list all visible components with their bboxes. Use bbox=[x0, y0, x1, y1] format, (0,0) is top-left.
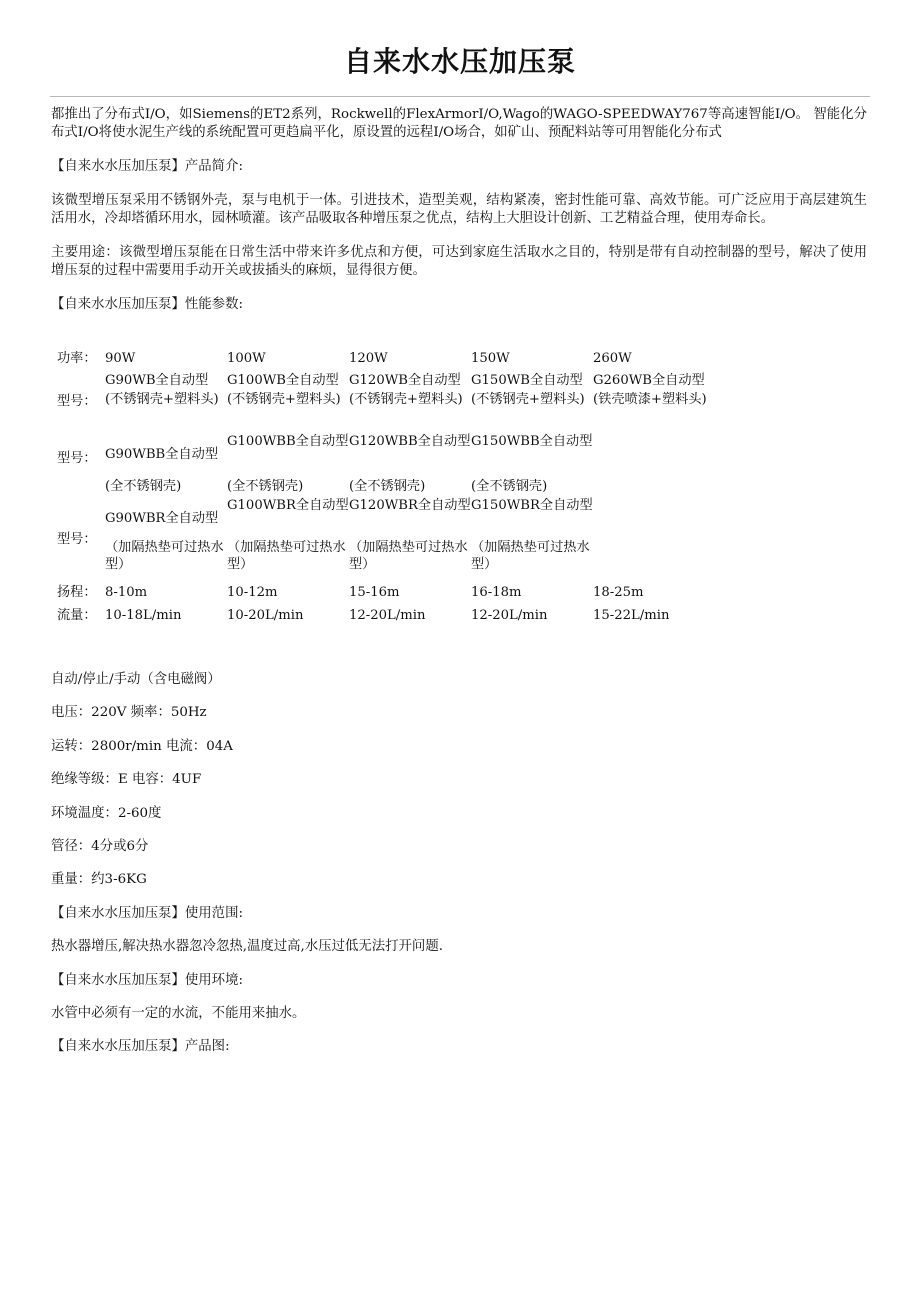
intro-section bbox=[51, 106, 867, 314]
environment-heading: 【自来水水压加压泵】使用环境: bbox=[51, 972, 243, 988]
model-cell: G100WBB全自动型 bbox=[227, 434, 349, 449]
model-note-cell: (不锈钢壳+塑料头) bbox=[471, 392, 585, 407]
power-row bbox=[51, 348, 715, 369]
wb-model-row bbox=[51, 369, 715, 391]
speed-line: 运转：2800r/min 电流：04A bbox=[51, 738, 233, 754]
wb-note-row bbox=[51, 391, 715, 433]
model-note-cell: （加隔热垫可过热水型） bbox=[471, 540, 590, 572]
model-cell: G150WBR全自动型 bbox=[471, 498, 593, 513]
model-label: 型号： bbox=[57, 451, 97, 466]
flow-cell: 10-18L/min bbox=[105, 608, 182, 623]
model-note-cell: （加隔热垫可过热水型） bbox=[105, 540, 224, 572]
head-cell: 8-10m bbox=[105, 585, 148, 600]
model-note-cell: (铁壳喷漆+塑料头) bbox=[593, 392, 707, 407]
model-cell: G260WB全自动型 bbox=[593, 372, 705, 388]
power-cell: 150W bbox=[471, 351, 510, 366]
model-note-cell: (不锈钢壳+塑料头) bbox=[349, 392, 463, 407]
details-section bbox=[51, 671, 867, 1072]
summary-paragraph: 该微型增压泵采用不锈钢外壳，泵与电机于一体。引进技术，造型美观，结构紧凑，密封性能可靠、高效节能。可广泛应用于高层建筑生活用水，冷却塔循环用水，园林喷灌。该产品吸取各种增压泵之优点，结构上大胆设计创新、工艺精益合理，使用寿命长。 bbox=[51, 193, 867, 226]
model-cell: G90WBB全自动型 bbox=[105, 446, 219, 462]
power-label: 功率： bbox=[57, 351, 97, 366]
flow-cell: 12-20L/min bbox=[471, 608, 548, 623]
model-cell: G100WB全自动型 bbox=[227, 372, 339, 388]
voltage-line: 电压：220V 频率：50Hz bbox=[51, 705, 207, 721]
flow-cell: 12-20L/min bbox=[349, 608, 426, 623]
model-note-cell: (不锈钢壳+塑料头) bbox=[105, 392, 219, 407]
model-cell: G120WBB全自动型 bbox=[349, 434, 471, 449]
uses-paragraph: 主要用途：该微型增压泵能在日常生活中带来许多优点和方便，可达到家庭生活取水之目的，特别是带有自动控制器的型号，解决了使用增压泵的过程中需要用手动开关或拔插头的麻烦，显得很方便。 bbox=[51, 245, 867, 278]
flow-cell: 10-20L/min bbox=[227, 608, 304, 623]
title-divider bbox=[50, 96, 870, 97]
model-note-cell: (不锈钢壳+塑料头) bbox=[227, 392, 341, 407]
model-label: 型号： bbox=[57, 393, 97, 409]
spec-table bbox=[51, 348, 715, 627]
intro-paragraph: 都推出了分布式I/O，如Siemens的ET2系列，Rockwell的FlexArmorI/O,Wago的WAGO-SPEEDWAY767等高速智能I/O。 智能化分布式I/O将使水泥生产线的系统配置可更趋扁平化，原设置的远程I/O场合，如矿山、预配料站等可用智能化分布式 bbox=[51, 107, 867, 140]
environment-text: 水管中必须有一定的水流，不能用来抽水。 bbox=[51, 1005, 306, 1021]
model-note-cell: （加隔热垫可过热水型） bbox=[349, 540, 468, 572]
model-note-cell: (全不锈钢壳) bbox=[349, 478, 426, 494]
power-cell: 90W bbox=[105, 351, 136, 366]
model-note-cell: （加隔热垫可过热水型） bbox=[227, 540, 346, 572]
model-cell: G90WB全自动型 bbox=[105, 372, 209, 388]
wbr-note-row bbox=[51, 539, 715, 581]
model-label: 型号： bbox=[57, 531, 97, 547]
pipe-size-line: 管径：4分或6分 bbox=[51, 838, 149, 854]
params-heading: 【自来水水压加压泵】性能参数: bbox=[51, 297, 243, 312]
scope-heading: 【自来水水压加压泵】使用范围: bbox=[51, 905, 243, 921]
model-note-cell: (全不锈钢壳) bbox=[471, 478, 548, 494]
head-cell: 10-12m bbox=[227, 585, 278, 600]
model-cell: G100WBR全自动型 bbox=[227, 498, 349, 513]
control-mode-line: 自动/停止/手动（含电磁阀） bbox=[51, 672, 221, 687]
weight-line: 重量：约3-6KG bbox=[51, 872, 147, 888]
wbb-model-row bbox=[51, 433, 715, 475]
model-cell: G120WB全自动型 bbox=[349, 372, 461, 388]
head-label: 扬程： bbox=[57, 585, 97, 600]
document-title: 自来水水压加压泵 bbox=[343, 45, 576, 78]
power-cell: 260W bbox=[593, 351, 632, 366]
model-note-cell: (全不锈钢壳) bbox=[227, 478, 304, 494]
summary-heading: 【自来水水压加压泵】产品简介: bbox=[51, 159, 243, 174]
head-cell: 16-18m bbox=[471, 585, 522, 600]
head-row bbox=[51, 581, 715, 604]
model-cell: G150WB全自动型 bbox=[471, 372, 583, 388]
model-note-cell: (全不锈钢壳) bbox=[105, 478, 182, 494]
flow-row bbox=[51, 604, 715, 627]
power-cell: 100W bbox=[227, 351, 266, 366]
model-cell: G150WBB全自动型 bbox=[471, 434, 593, 449]
flow-cell: 15-22L/min bbox=[593, 608, 670, 623]
head-cell: 18-25m bbox=[593, 585, 644, 600]
head-cell: 15-16m bbox=[349, 585, 400, 600]
model-cell: G90WBR全自动型 bbox=[105, 510, 219, 526]
insulation-line: 绝缘等级：E 电容：4UF bbox=[51, 772, 202, 788]
temperature-line: 环境温度：2-60度 bbox=[51, 805, 162, 821]
flow-label: 流量： bbox=[57, 608, 97, 623]
model-cell: G120WBR全自动型 bbox=[349, 498, 471, 513]
product-image-heading: 【自来水水压加压泵】产品图: bbox=[51, 1039, 230, 1055]
scope-text: 热水器增压,解决热水器忽冷忽热,温度过高,水压过低无法打开问题. bbox=[51, 939, 443, 955]
wbb-note-row bbox=[51, 475, 715, 497]
wbr-model-row bbox=[51, 497, 715, 539]
power-cell: 120W bbox=[349, 351, 388, 366]
